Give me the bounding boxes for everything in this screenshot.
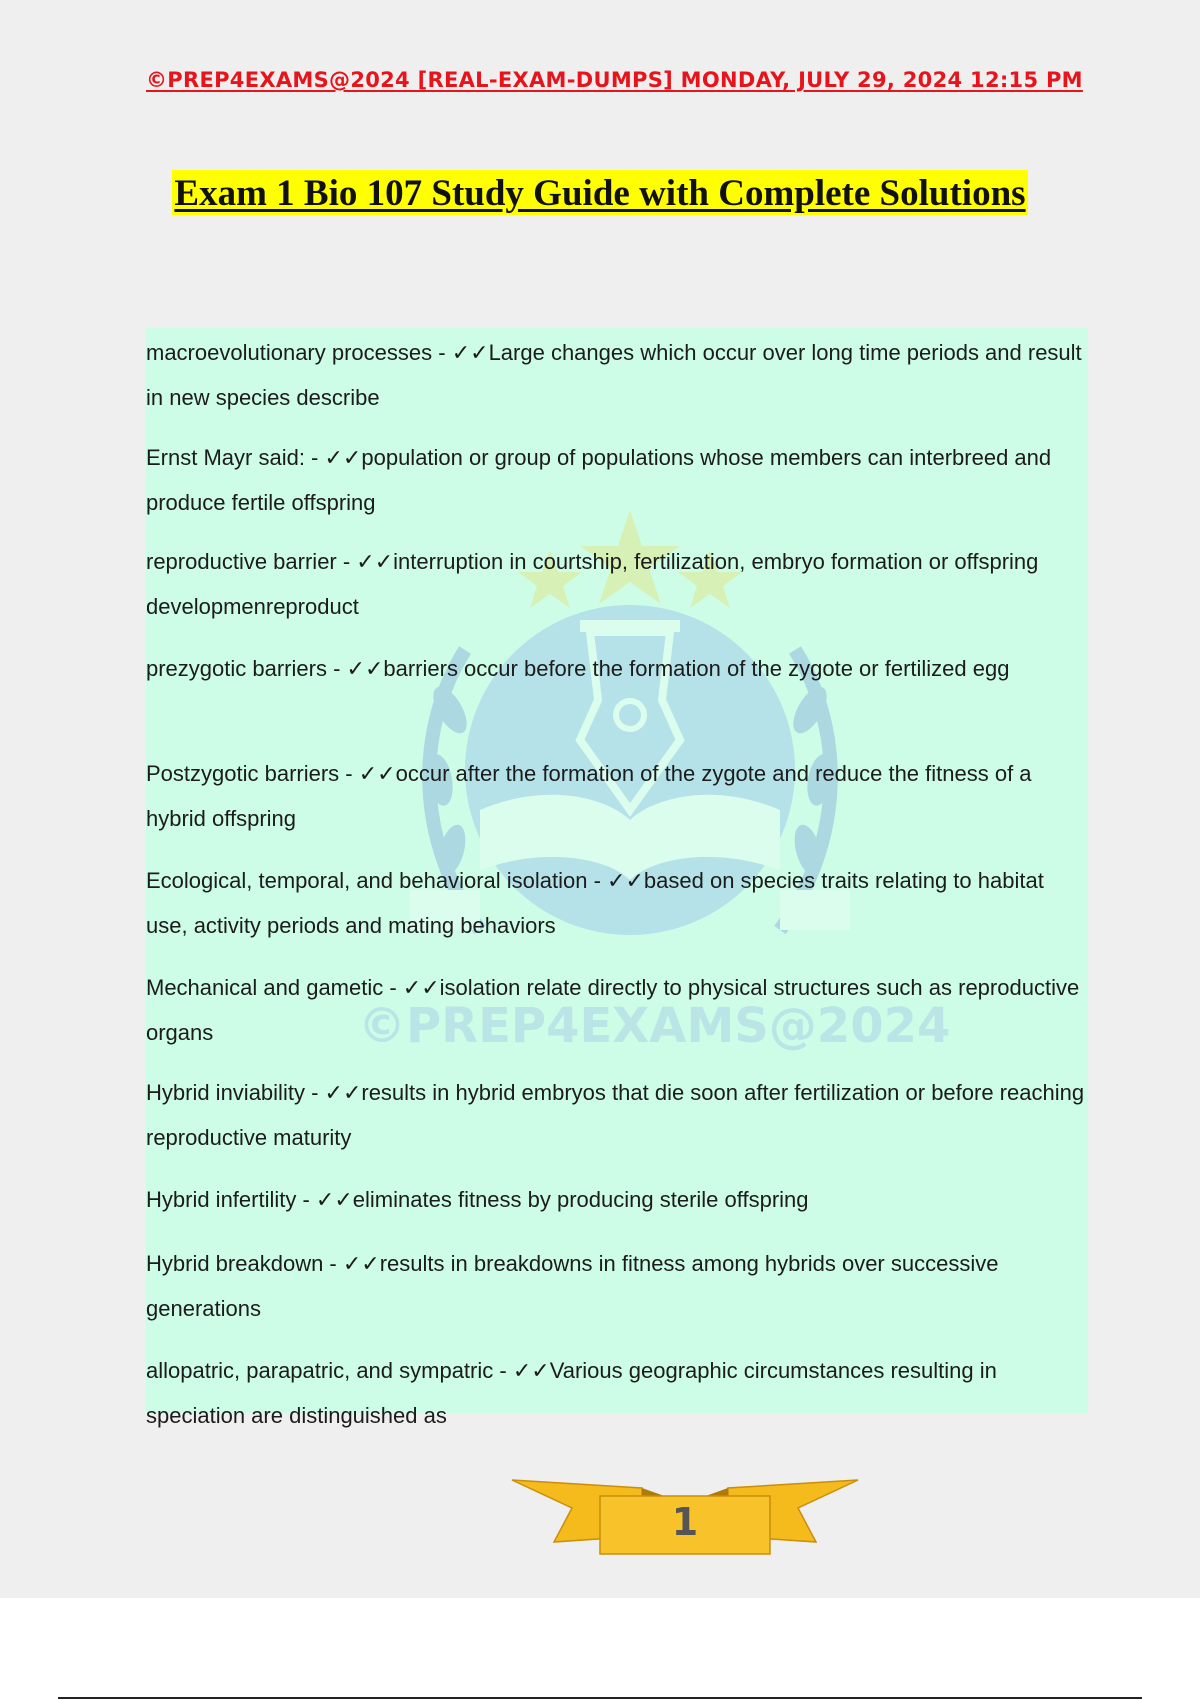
- entry-term: Mechanical and gametic: [146, 975, 384, 1000]
- entry-term: reproductive barrier: [146, 549, 337, 574]
- list-item: [146, 1241, 1091, 1331]
- entry-separator: - ✓✓: [296, 1187, 353, 1212]
- entry-separator: - ✓✓: [383, 975, 440, 1000]
- entry-term: Hybrid infertility: [146, 1187, 297, 1212]
- list-item: [146, 858, 1091, 948]
- watermark-text: ©PREP4EXAMS@2024: [358, 998, 951, 1054]
- entry-answer: interruption in courtship, fertilization, embryo formation or offspring developmenreproduct: [146, 549, 1039, 619]
- entry-separator: - ✓✓: [326, 656, 384, 681]
- list-item: [146, 330, 1091, 420]
- entry-answer: isolation relate directly to physical structures such as reproductive organs: [146, 975, 1080, 1045]
- list-item: [146, 539, 1091, 629]
- list-item: [146, 1177, 1091, 1222]
- entry-answer: results in breakdowns in fitness among hybrids over successive generations: [146, 1251, 999, 1321]
- entry-separator: - ✓✓: [304, 445, 362, 470]
- entry-term: Postzygotic barriers: [146, 761, 340, 786]
- entry-answer: Various geographic circumstances resulting in speciation are distinguished as: [146, 1358, 997, 1428]
- entry-separator: - ✓✓: [587, 868, 644, 893]
- document-title: Exam 1 Bio 107 Study Guide with Complete Solutions: [172, 170, 1027, 215]
- entry-term: prezygotic barriers: [146, 656, 327, 681]
- divider: [58, 1697, 1142, 1699]
- entry-term: Hybrid inviability: [146, 1080, 305, 1105]
- entry-separator: - ✓✓: [336, 549, 394, 574]
- entry-separator: - ✓✓: [493, 1358, 550, 1383]
- entry-separator: - ✓✓: [323, 1251, 380, 1276]
- entry-answer: Large changes which occur over long time periods and result in new species describe: [146, 340, 1082, 410]
- entry-separator: - ✓✓: [304, 1080, 362, 1105]
- entry-answer: eliminates fitness by producing sterile offspring: [352, 1187, 809, 1212]
- entry-term: allopatric, parapatric, and sympatric: [146, 1358, 494, 1383]
- entry-term: macroevolutionary processes: [146, 340, 433, 365]
- header-stamp: ©PREP4EXAMS@2024 [REAL-EXAM-DUMPS] MONDAY, JULY 29, 2024 12:15 PM: [146, 68, 1083, 92]
- list-item: [146, 646, 1091, 691]
- list-item: [146, 435, 1091, 525]
- entry-term: Ecological, temporal, and behavioral isolation: [146, 868, 588, 893]
- entry-separator: - ✓✓: [432, 340, 489, 365]
- entry-answer: occur after the formation of the zygote and reduce the fitness of a hybrid offspring: [146, 761, 1032, 831]
- list-item: [146, 1070, 1091, 1160]
- entry-answer: population or group of populations whose members can interbreed and produce fertile offspring: [146, 445, 1052, 515]
- entry-answer: based on species traits relating to habitat use, activity periods and mating behaviors: [146, 868, 1044, 938]
- list-item: [146, 1348, 1091, 1438]
- list-item: [146, 751, 1091, 841]
- list-item: [146, 965, 1091, 1055]
- entry-separator: - ✓✓: [339, 761, 396, 786]
- entry-answer: results in hybrid embryos that die soon after fertilization or before reaching reproductive maturity: [146, 1080, 1085, 1150]
- entry-answer: barriers occur before the formation of the zygote or fertilized egg: [383, 656, 1010, 681]
- title-container: [0, 170, 1200, 215]
- entry-term: Hybrid breakdown: [146, 1251, 324, 1276]
- entry-term: Ernst Mayr said:: [146, 445, 305, 470]
- page-number: 1: [671, 1500, 699, 1544]
